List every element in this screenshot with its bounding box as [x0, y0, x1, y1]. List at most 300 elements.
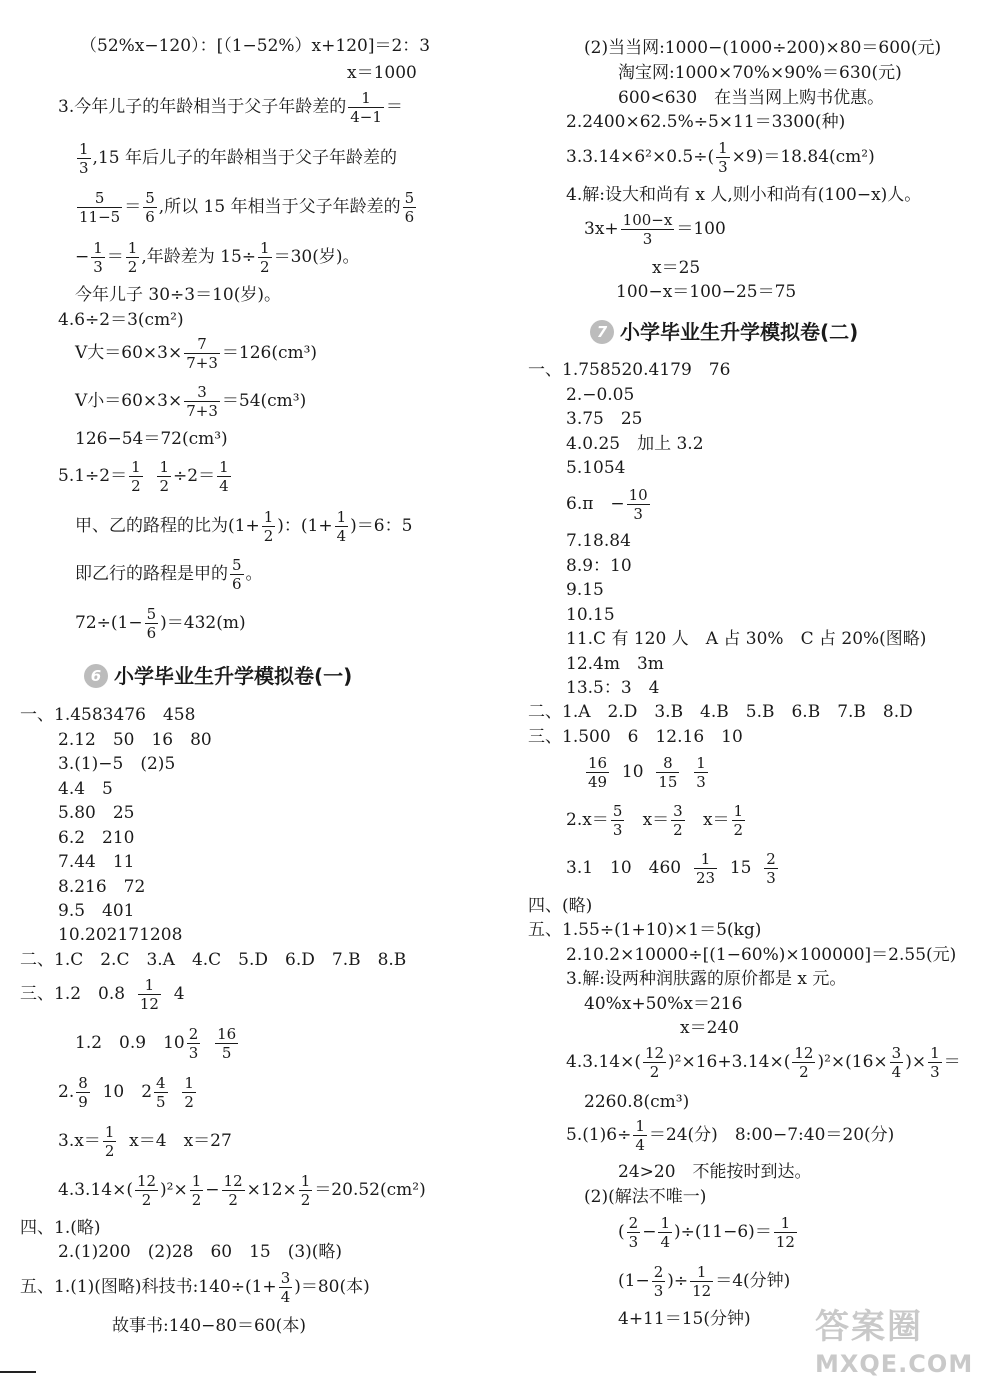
line-text: 10 2: [102, 1082, 153, 1102]
line-text: 5.80 25: [58, 803, 135, 823]
line-text: 1.2 0.9 10: [75, 1033, 185, 1053]
numerator: 3: [891, 1044, 902, 1062]
fraction: [230, 556, 244, 593]
answer-line: [566, 529, 1000, 553]
fraction: [222, 1172, 245, 1209]
numerator: 5: [77, 189, 122, 208]
answer-line: [20, 948, 500, 972]
answer-line: [584, 751, 1000, 793]
line-text: 2.(1)200 (2)28 60 15 (3)(略): [58, 1242, 343, 1262]
line-text: 72÷(1−: [75, 613, 143, 633]
numerator: 1: [131, 458, 141, 476]
line-text: )＝80(本): [294, 1277, 370, 1297]
numerator: 5: [232, 556, 242, 574]
numerator: 1: [260, 239, 270, 257]
fraction: [190, 1172, 204, 1209]
denominator: 2: [263, 527, 274, 545]
line-text: 三、1.500 6 12.16 10: [528, 727, 743, 747]
answer-line: [584, 36, 1000, 60]
line-text: ,年龄差为 15÷: [141, 247, 257, 267]
answer-line: [566, 110, 1000, 134]
line-text: ＝126(cm³): [221, 343, 318, 363]
denominator: 6: [146, 624, 157, 642]
answer-line: [528, 894, 1000, 918]
line-text: 5.1÷2＝: [58, 466, 128, 486]
line-text: 5.(1)6÷: [566, 1125, 632, 1145]
line-text: 6.π −: [566, 494, 625, 514]
answer-line: [566, 432, 1000, 456]
numerator: 2: [653, 1263, 664, 1281]
line-text: ＝: [124, 197, 142, 217]
answer-line: [616, 280, 1000, 304]
numerator: 3: [280, 1269, 291, 1287]
line-text: 7.18.84: [566, 531, 631, 551]
answer-line: [618, 1211, 1000, 1253]
fraction: [658, 1214, 672, 1251]
fraction: [91, 239, 105, 276]
line-text: 40%x+50%x＝216: [584, 994, 743, 1014]
numerator: 7: [184, 335, 220, 354]
line-text: ＝4(分钟): [715, 1271, 791, 1291]
denominator: 2: [184, 1093, 194, 1111]
line-text: 2.10.2×10000÷[(1−60%)×100000]＝2.55(元): [566, 945, 957, 965]
line-text: V大＝60×3×: [75, 343, 183, 363]
fraction: [621, 211, 675, 248]
numerator: 1: [184, 1074, 194, 1092]
denominator: 5: [156, 1093, 166, 1111]
fraction: [187, 1025, 201, 1062]
line-text: )²×: [160, 1180, 188, 1200]
denominator: 11−5: [79, 208, 121, 226]
line-text: 4.3.14×(: [566, 1052, 641, 1072]
line-text: x＝25: [652, 258, 701, 278]
numerator: 1: [263, 508, 274, 526]
numerator: 100−x: [622, 211, 673, 229]
answer-line: [20, 973, 500, 1015]
denominator: 6: [232, 575, 242, 593]
fraction: [690, 1263, 713, 1300]
numerator: 12: [794, 1044, 814, 1062]
denominator: 7+3: [186, 354, 218, 372]
numerator: 10: [628, 486, 648, 504]
line-text: )×: [905, 1052, 927, 1072]
denominator: 3: [628, 1233, 639, 1251]
line-text: x＝4 x＝27: [129, 1131, 232, 1151]
section-title: 小学毕业生升学模拟卷(一): [114, 664, 353, 688]
answer-line: [58, 826, 500, 850]
answer-line: [58, 1169, 500, 1211]
line-text: 五、1.(1)(图略)科技书:140÷(1+: [20, 1277, 277, 1297]
line-text: 3.今年儿子的年龄相当于父子年龄差的: [58, 97, 347, 117]
line-text: 4.解:设大和尚有 x 人,则小和尚有(100−x)人。: [566, 185, 922, 205]
line-text: 9.5 401: [58, 901, 135, 921]
denominator: 2: [733, 821, 744, 839]
answer-line: [80, 34, 500, 58]
answer-line: [566, 1041, 1000, 1083]
numerator: 3: [184, 383, 220, 402]
line-text: 3.75 25: [566, 409, 643, 429]
line-text: −: [75, 247, 90, 267]
fraction: [129, 458, 143, 495]
answer-line: [75, 332, 500, 374]
answer-line: [566, 603, 1000, 627]
answer-line: [584, 992, 1000, 1016]
line-text: 甲、乙的路程的比为(1+: [75, 516, 260, 536]
line-text: 4.4 5: [58, 779, 113, 799]
line-text: x＝240: [680, 1018, 740, 1038]
numerator: 5: [145, 189, 155, 207]
numerator: 4: [156, 1074, 166, 1092]
line-text: 6.2 210: [58, 828, 135, 848]
fraction: [145, 605, 159, 642]
answer-line: [75, 427, 500, 451]
line-text: 12.4m 3m: [566, 654, 664, 674]
fraction: [76, 1074, 90, 1111]
denominator: 4−1: [350, 108, 382, 126]
line-text: 3x+: [584, 219, 619, 239]
numerator: 1: [127, 239, 138, 257]
denominator: 12: [775, 1233, 795, 1251]
denominator: 4: [635, 1136, 645, 1154]
fraction: [103, 1123, 117, 1160]
page-footer-rule: [0, 1371, 36, 1373]
line-text: 即乙行的路程是甲的: [75, 564, 228, 584]
numerator: 2: [188, 1025, 199, 1043]
line-text: 二、1.A 2.D 3.B 4.B 5.B 6.B 7.B 8.D: [528, 702, 913, 722]
line-text: 100−x＝100−25＝75: [616, 282, 797, 302]
denominator: 2: [141, 1191, 152, 1209]
answer-line: [584, 1090, 1000, 1114]
numerator: 1: [348, 89, 384, 108]
line-text: 一、1.4583476 458: [20, 705, 196, 725]
line-text: 3.1 10 460: [566, 858, 682, 878]
numerator: 8: [656, 754, 679, 773]
fraction: [694, 754, 708, 791]
numerator: 1: [104, 1123, 115, 1141]
line-text: 10: [621, 762, 644, 782]
fraction: [764, 850, 778, 887]
fraction: [694, 850, 717, 887]
fraction: [143, 189, 157, 226]
answer-line: [618, 86, 1000, 110]
line-text: ＝54(cm³): [221, 391, 307, 411]
answer-line: [112, 1314, 500, 1338]
right-column: [500, 0, 1000, 1399]
watermark: [815, 1305, 995, 1395]
line-text: 24>20 不能按时到达。: [618, 1162, 812, 1182]
denominator: 2: [191, 1191, 202, 1209]
fraction: [671, 802, 685, 839]
answer-line: [75, 380, 500, 422]
answer-line: [566, 847, 1000, 889]
line-text: 7.44 11: [58, 852, 135, 872]
answer-line: [528, 918, 1000, 942]
numerator: 1: [718, 139, 728, 157]
numerator: 1: [774, 1214, 797, 1233]
fraction: [299, 1172, 313, 1209]
denominator: 2: [104, 1142, 115, 1160]
denominator: 3: [718, 158, 728, 176]
denominator: 7+3: [186, 402, 218, 420]
denominator: 6: [145, 208, 155, 226]
answer-line: [584, 208, 1000, 250]
answer-line: [566, 456, 1000, 480]
answer-line: [58, 850, 500, 874]
answer-line: [58, 875, 500, 899]
answer-line: [652, 256, 1000, 280]
numerator: 1: [696, 754, 706, 772]
denominator: 4: [280, 1288, 291, 1306]
fraction: [215, 1025, 238, 1062]
line-text: ×9)＝18.84(cm²): [731, 147, 875, 167]
answer-line: [75, 236, 500, 278]
denominator: 5: [221, 1044, 232, 1062]
answer-line: [58, 923, 500, 947]
fraction: [77, 140, 91, 177]
line-text: ＝: [385, 97, 403, 117]
line-text: (1−: [618, 1271, 650, 1291]
numerator: 12: [644, 1044, 665, 1062]
fraction: [279, 1269, 293, 1306]
line-text: 2.x＝: [566, 810, 609, 830]
fraction: [792, 1044, 815, 1081]
watermark-url: MXQE.COM: [815, 1350, 974, 1378]
line-text: )²×(16×: [817, 1052, 888, 1072]
answer-line: [566, 943, 1000, 967]
answer-line: [584, 1185, 1000, 1209]
numerator: 1: [219, 458, 229, 476]
line-text: )÷: [667, 1271, 689, 1291]
line-text: 故事书:140−80＝60(本): [112, 1316, 306, 1336]
line-text: 10.15: [566, 605, 615, 625]
numerator: 5: [612, 802, 623, 820]
line-text: 8.216 72: [58, 877, 146, 897]
line-text: 三、1.2 0.8: [20, 984, 126, 1004]
line-text: 4: [173, 984, 185, 1004]
line-text: ,所以 15 年相当于父子年龄差的: [158, 197, 401, 217]
line-text: 3.(1)−5 (2)5: [58, 754, 176, 774]
line-text: ＝100: [676, 219, 726, 239]
line-text: −: [642, 1222, 657, 1242]
fraction: [890, 1044, 904, 1081]
answer-line: [75, 602, 500, 644]
section-number-badge: 6: [84, 664, 108, 688]
line-text: 5.1054: [566, 458, 626, 478]
answer-line: [20, 1266, 500, 1308]
answer-line: [566, 967, 1000, 991]
denominator: 2: [649, 1063, 660, 1081]
numerator: 8: [78, 1074, 88, 1092]
line-text: (: [618, 1222, 625, 1242]
answer-line: [528, 700, 1000, 724]
section-number-badge: 7: [590, 320, 614, 344]
denominator: 2: [300, 1191, 311, 1209]
line-text: 2.2400×62.5%÷5×11＝3300(种): [566, 112, 846, 132]
section-heading: [590, 316, 858, 348]
answer-line: [20, 703, 500, 727]
fraction: [135, 1172, 158, 1209]
fraction: [184, 383, 220, 420]
line-text: （52%x−120）：[（1−52%）x+120]＝2：3: [80, 36, 431, 56]
answer-line: [58, 455, 500, 497]
fraction: [611, 802, 625, 839]
answer-line: [566, 383, 1000, 407]
answer-line: [566, 554, 1000, 578]
answer-line: [566, 407, 1000, 431]
fraction: [258, 239, 272, 276]
line-text: ＝30(岁)。: [273, 247, 360, 267]
numerator: 3: [673, 802, 683, 820]
numerator: 2: [628, 1214, 639, 1232]
denominator: 3: [612, 821, 623, 839]
fraction: [627, 486, 650, 523]
answer-line: [58, 86, 500, 128]
answer-line: [75, 186, 500, 228]
answer-line: [566, 136, 1000, 178]
fraction: [652, 1263, 666, 1300]
denominator: 3: [653, 1282, 664, 1300]
answer-line: [566, 799, 1000, 841]
fraction: [138, 976, 161, 1013]
line-text: 2.−0.05: [566, 385, 635, 405]
numerator: 1: [635, 1117, 645, 1135]
denominator: 2: [260, 258, 270, 276]
numerator: 1: [159, 458, 170, 476]
fraction: [403, 189, 417, 226]
line-text: −: [205, 1180, 220, 1200]
denominator: 12: [139, 995, 159, 1013]
numerator: 1: [660, 1214, 670, 1232]
fraction: [157, 458, 171, 495]
answer-line: [680, 1016, 1000, 1040]
answer-line: [528, 725, 1000, 749]
numerator: 1: [930, 1044, 940, 1062]
denominator: 6: [404, 208, 415, 226]
line-text: 今年儿子 30÷3＝10(岁)。: [75, 285, 281, 305]
fraction: [335, 508, 349, 545]
line-text: 4.0.25 加上 3.2: [566, 434, 704, 454]
line-text: 4.3.14×(: [58, 1180, 133, 1200]
answer-line: [75, 137, 500, 179]
denominator: 3: [766, 869, 776, 887]
line-text: (2)(解法不唯一): [584, 1187, 707, 1207]
line-text: 四、1.(略): [20, 1218, 101, 1238]
numerator: 16: [217, 1025, 237, 1043]
answer-line: [58, 752, 500, 776]
line-text: 淘宝网:1000×70%×90%＝630(元): [618, 63, 902, 83]
line-text: 4+11＝15(分钟): [618, 1309, 751, 1329]
fraction: [586, 754, 609, 791]
answer-line: [75, 553, 500, 595]
line-text: 3.x＝: [58, 1131, 101, 1151]
denominator: 3: [188, 1044, 199, 1062]
answer-line: [566, 652, 1000, 676]
denominator: 3: [696, 773, 706, 791]
answer-line: [618, 1260, 1000, 1302]
line-text: 11.C 有 120 人 A 占 30% C 占 20%(图略): [566, 629, 927, 649]
answer-line: [58, 777, 500, 801]
answer-line: [528, 358, 1000, 382]
line-text: (2)当当网:1000−(1000÷200)×80＝600(元): [584, 38, 942, 58]
denominator: 2: [799, 1063, 809, 1081]
fraction: [126, 239, 140, 276]
answer-line: [566, 627, 1000, 651]
denominator: 4: [891, 1063, 902, 1081]
denominator: 23: [695, 869, 716, 887]
line-text: ＝20.52(cm²): [314, 1180, 426, 1200]
numerator: 1: [733, 802, 744, 820]
numerator: 16: [588, 754, 608, 772]
line-text: ,15 年后儿子的年龄相当于父子年龄差的: [92, 148, 397, 168]
numerator: 1: [690, 1263, 713, 1282]
section-title: 小学毕业生升学模拟卷(二): [620, 320, 859, 344]
watermark-logo-text: 答案圈: [815, 1307, 923, 1347]
denominator: 3: [93, 258, 103, 276]
fraction: [732, 802, 746, 839]
fraction: [656, 754, 679, 791]
fraction: [928, 1044, 942, 1081]
denominator: 2: [131, 477, 141, 495]
line-text: x＝: [642, 810, 670, 830]
fraction: [348, 89, 384, 126]
line-text: ＝: [943, 1052, 961, 1072]
line-text: x＝: [702, 810, 730, 830]
answer-line: [347, 61, 500, 85]
answer-line: [58, 899, 500, 923]
line-text: 15: [729, 858, 752, 878]
numerator: 1: [300, 1172, 311, 1190]
answer-line: [75, 505, 500, 547]
line-text: 一、1.758520.4179 76: [528, 360, 731, 380]
answer-line: [20, 1216, 500, 1240]
line-text: )：(1+: [277, 516, 333, 536]
fraction: [262, 508, 276, 545]
answer-line: [75, 1022, 500, 1064]
answer-line: [58, 308, 500, 332]
denominator: 4: [336, 527, 347, 545]
answer-line: [58, 1071, 500, 1113]
line-text: )²×16+3.14×(: [668, 1052, 791, 1072]
line-text: 2.: [58, 1082, 75, 1102]
answer-line: [58, 801, 500, 825]
answer-line: [566, 483, 1000, 525]
numerator: 1: [191, 1172, 202, 1190]
denominator: 15: [658, 773, 678, 791]
line-text: ＝: [106, 247, 124, 267]
line-text: 13.5：3 4: [566, 678, 660, 698]
line-text: 2.12 50 16 80: [58, 730, 212, 750]
answer-line: [566, 1114, 1000, 1156]
denominator: 3: [642, 230, 653, 248]
line-text: 五、1.55÷(1+10)×1＝5(kg): [528, 920, 762, 940]
line-text: 2260.8(cm³): [584, 1092, 690, 1112]
answer-line: [618, 61, 1000, 85]
line-text: 9.15: [566, 580, 604, 600]
section-heading: [84, 660, 352, 692]
line-text: )÷(11−6)＝: [673, 1222, 772, 1242]
line-text: 8.9：10: [566, 556, 632, 576]
numerator: 12: [136, 1172, 157, 1190]
denominator: 2: [127, 258, 138, 276]
fraction: [633, 1117, 647, 1154]
fraction: [716, 139, 730, 176]
answer-line: [566, 183, 1000, 207]
denominator: 3: [930, 1063, 940, 1081]
fraction: [182, 1074, 196, 1111]
line-text: 二、1.C 2.C 3.A 4.C 5.D 6.D 7.B 8.B: [20, 950, 407, 970]
line-text: V小＝60×3×: [75, 391, 183, 411]
line-text: ×12×: [246, 1180, 297, 1200]
